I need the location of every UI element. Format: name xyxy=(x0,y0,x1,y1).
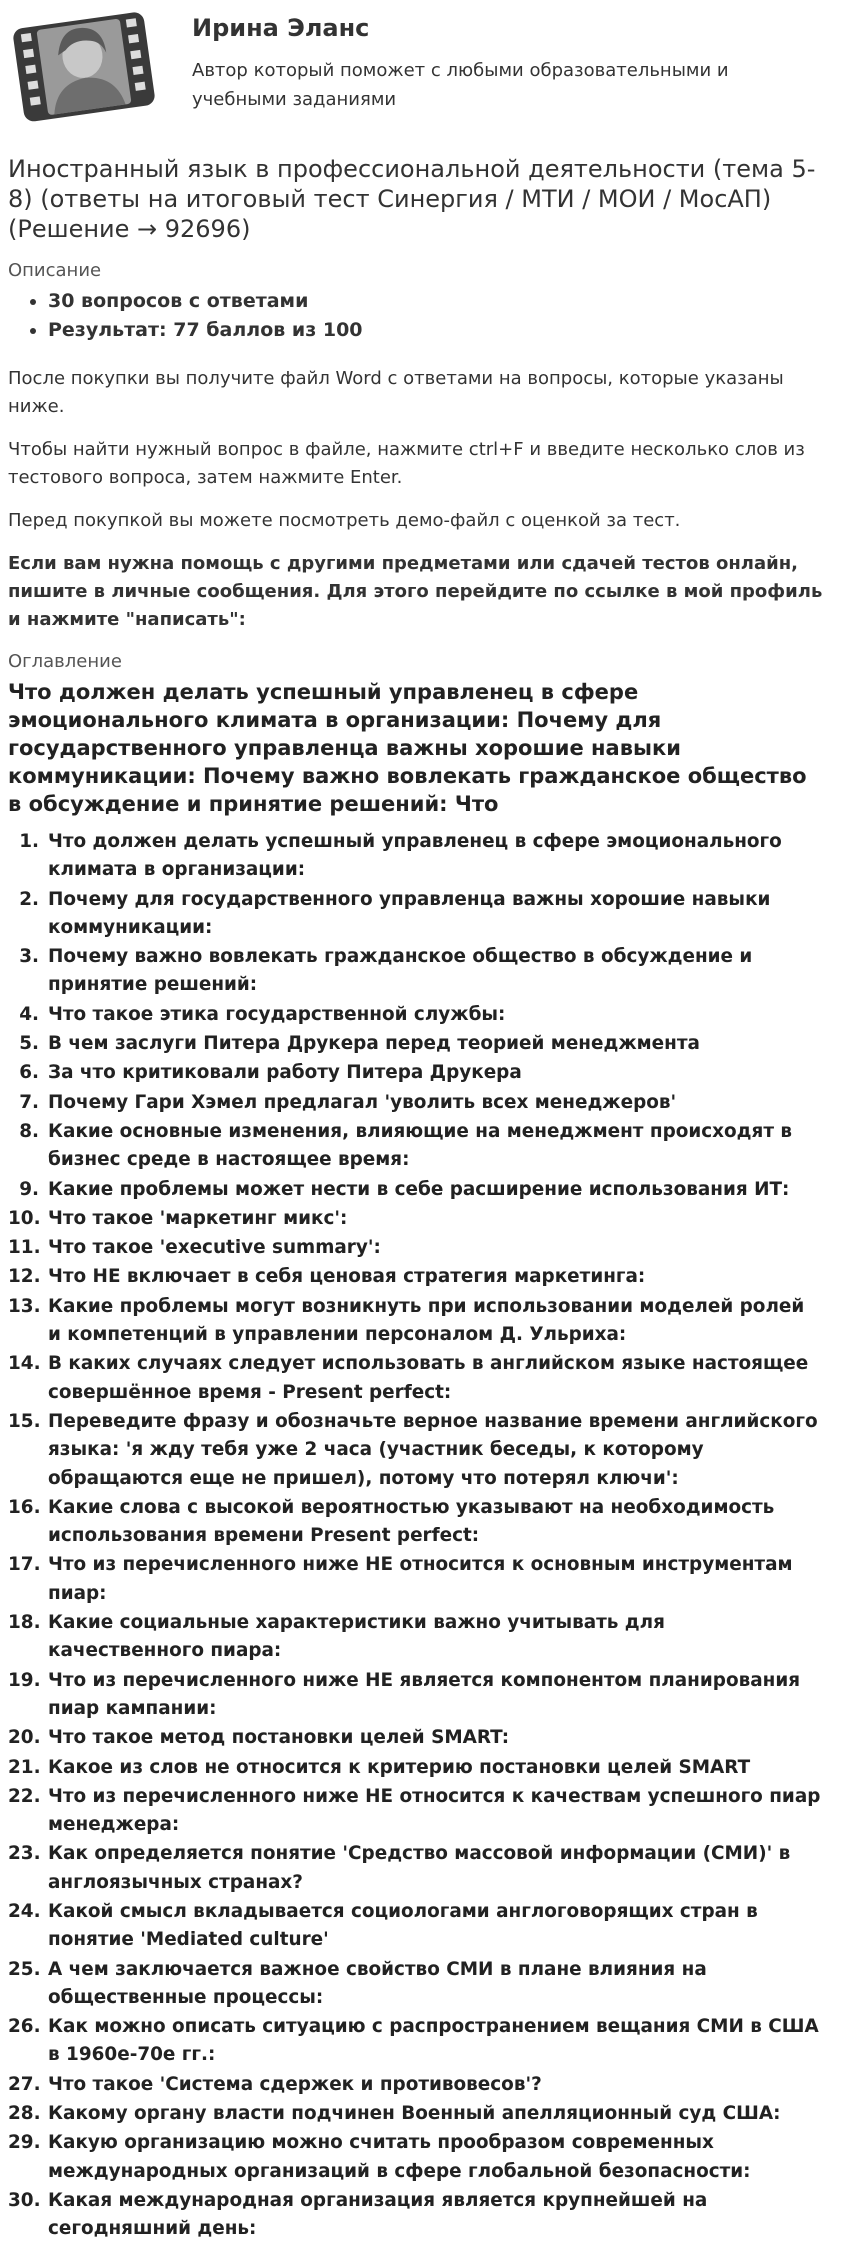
item-number: 5. xyxy=(19,1033,39,1055)
author-info xyxy=(170,8,792,114)
question-text: Что такое 'executive summary': xyxy=(48,1237,381,1259)
question-text: Что НЕ включает в себя ценовая стратегия маркетинга: xyxy=(48,1266,646,1288)
list-item xyxy=(8,1263,823,1291)
item-number: 16. xyxy=(8,1496,41,1518)
item-number: 28. xyxy=(8,2103,41,2125)
item-number: 13. xyxy=(8,1295,41,1317)
question-text: В чем заслуги Питера Друкера перед теорией менеджмента xyxy=(48,1033,700,1055)
list-item xyxy=(8,1840,823,1897)
description-label: Описание xyxy=(8,260,102,281)
purchase-info-text: После покупки вы получите файл Word с ответами на вопросы, которые указаны ниже. xyxy=(8,368,784,417)
contact-text: Если вам нужна помощь с другими предметами или сдачей тестов онлайн, пишите в личные сообщения. Для этого перейдите по ссылке в мой профиль и нажмите "написать": xyxy=(8,553,823,630)
list-item xyxy=(8,2100,823,2128)
search-hint-text: Чтобы найти нужный вопрос в файле, нажмите ctrl+F и введите несколько слов из тестового вопроса, затем нажмите Enter. xyxy=(8,439,805,488)
item-number: 29. xyxy=(8,2132,41,2154)
list-item xyxy=(8,1293,823,1350)
author-card xyxy=(8,0,823,138)
list-item xyxy=(8,1205,823,1233)
list-item xyxy=(8,1234,823,1262)
question-text: Что такое этика государственной службы: xyxy=(48,1003,506,1025)
question-text: Что такое 'маркетинг микс': xyxy=(48,1207,348,1229)
item-number: 7. xyxy=(19,1091,39,1113)
list-item xyxy=(8,1956,823,2013)
summary-list xyxy=(8,287,823,345)
item-number: 20. xyxy=(8,1727,41,1749)
question-text: Что должен делать успешный управленец в сфере эмоционального климата в организации: xyxy=(48,831,782,881)
question-text: Почему Гари Хэмел предлагал 'уволить всех менеджеров' xyxy=(48,1091,677,1113)
summary-item: • 30 вопросов с ответами xyxy=(48,287,823,316)
list-item xyxy=(8,1754,823,1782)
author-description: Автор который поможет с любыми образовательными и учебными заданиями xyxy=(192,60,729,110)
list-item xyxy=(8,1118,823,1175)
summary-item: • Результат: 77 баллов из 100 xyxy=(48,316,823,345)
list-item xyxy=(8,1030,823,1058)
list-item xyxy=(8,2187,823,2244)
item-number: 9. xyxy=(19,1178,39,1200)
question-text: В каких случаях следует использовать в английском языке настоящее совершённое время - Present perfect: xyxy=(48,1353,809,1403)
list-item xyxy=(8,943,823,1000)
item-number: 6. xyxy=(19,1062,39,1084)
question-text: Как определяется понятие 'Средство массовой информации (СМИ)' в англоязычных странах? xyxy=(48,1843,791,1893)
item-number: 4. xyxy=(19,1003,39,1025)
item-number: 11. xyxy=(8,1237,41,1259)
question-text: Какой смысл вкладывается социологами англоговорящих стран в понятие 'Mediated culture' xyxy=(48,1900,758,1951)
item-number: 27. xyxy=(8,2073,41,2095)
item-number: 26. xyxy=(8,2016,41,2038)
item-number: 12. xyxy=(8,1266,41,1288)
list-item xyxy=(8,1350,823,1407)
question-text: Какому органу власти подчинен Военный апелляционный суд США: xyxy=(48,2103,781,2125)
question-text: Какие проблемы могут возникнуть при использовании моделей ролей и компетенций в управлении персоналом Д. Ульриха: xyxy=(48,1295,805,1346)
item-number: 22. xyxy=(8,1785,41,1807)
item-number: 19. xyxy=(8,1669,41,1691)
list-item xyxy=(8,886,823,943)
question-text: Какие социальные характеристики важно учитывать для качественного пиара: xyxy=(48,1612,665,1662)
list-item xyxy=(8,1494,823,1551)
question-text: А чем заключается важное свойство СМИ в плане влияния на общественные процессы: xyxy=(48,1958,707,2008)
list-item xyxy=(8,1667,823,1724)
toc-label: Оглавление xyxy=(8,651,122,672)
question-text: Какое из слов не относится к критерию постановки целей SMART xyxy=(48,1756,751,1778)
item-number: 24. xyxy=(8,1900,41,1922)
item-number: 23. xyxy=(8,1843,41,1865)
toc-heading: Что должен делать успешный управленец в сфере эмоционального климата в организации: Почему для государственного управленца важны хорошие навыки коммуникации: Почему важно вовлекать гражданское общество в обсуждение и принятие решений: Что xyxy=(8,680,807,816)
question-text: Что такое 'Система сдержек и противовесов'? xyxy=(48,2073,542,2095)
item-number: 15. xyxy=(8,1410,41,1432)
list-item xyxy=(8,1551,823,1608)
item-number: 30. xyxy=(8,2189,41,2211)
question-text: Какая международная организация является крупнейшей на сегодняшний день: xyxy=(48,2189,708,2240)
item-number: 10. xyxy=(8,1207,41,1229)
question-text: Как можно описать ситуацию с распространением вещания СМИ в США в 1960е-70е гг.: xyxy=(48,2016,819,2066)
list-item xyxy=(8,1609,823,1666)
item-number: 8. xyxy=(19,1120,39,1142)
item-number: 25. xyxy=(8,1958,41,1980)
question-text: За что критиковали работу Питера Друкера xyxy=(48,1062,522,1084)
item-number: 1. xyxy=(19,831,39,852)
item-number: 18. xyxy=(8,1612,41,1634)
list-item xyxy=(8,1059,823,1087)
list-item xyxy=(8,1089,823,1117)
questions-list xyxy=(8,828,823,2244)
list-item xyxy=(8,1176,823,1204)
list-item xyxy=(8,1408,823,1493)
list-item xyxy=(8,2071,823,2099)
list-item xyxy=(8,1783,823,1840)
user-photo-filmstrip-icon xyxy=(8,8,158,126)
list-item xyxy=(8,1898,823,1955)
avatar[interactable] xyxy=(8,8,170,138)
item-number: 3. xyxy=(19,946,39,968)
item-number: 21. xyxy=(8,1756,41,1778)
question-text: Что из перечисленного ниже НЕ относится к основным инструментам пиар: xyxy=(48,1554,793,1604)
question-text: Переведите фразу и обозначьте верное название времени английского языка: 'я жду тебя уже 2 часа (участник беседы, к которому обращаются еще не пришел), потому что потерял ключи': xyxy=(48,1410,818,1489)
question-text: Что такое метод постановки целей SMART: xyxy=(48,1727,510,1749)
question-text: Какие проблемы может нести в себе расширение использования ИТ: xyxy=(48,1178,790,1200)
list-item xyxy=(8,1724,823,1752)
list-item xyxy=(8,2129,823,2186)
author-name[interactable]: Ирина Эланс xyxy=(192,14,370,42)
question-text: Что из перечисленного ниже НЕ относится к качествам успешного пиар менеджера: xyxy=(48,1785,821,1836)
page-title: Иностранный язык в профессиональной деятельности (тема 5-8) (ответы на итоговый тест Синергия / МТИ / МОИ / МосАП) (Решение → 92696) xyxy=(8,155,816,243)
question-text: Какую организацию можно считать прообразом современных международных организаций в сфере глобальной безопасности: xyxy=(48,2132,751,2182)
question-text: Почему важно вовлекать гражданское общество в обсуждение и принятие решений: xyxy=(48,946,753,996)
list-item xyxy=(8,828,823,885)
list-item xyxy=(8,1001,823,1029)
question-text: Какие основные изменения, влияющие на менеджмент происходят в бизнес среде в настоящее время: xyxy=(48,1120,793,1171)
question-text: Какие слова с высокой вероятностью указывают на необходимость использования времени Present perfect: xyxy=(48,1496,775,1547)
demo-file-text: Перед покупкой вы можете посмотреть демо-файл с оценкой за тест. xyxy=(8,510,681,531)
question-text: Почему для государственного управленца важны хорошие навыки коммуникации: xyxy=(48,888,771,938)
item-number: 17. xyxy=(8,1554,41,1576)
item-number: 14. xyxy=(8,1353,41,1375)
list-item xyxy=(8,2013,823,2070)
item-number: 2. xyxy=(19,888,39,910)
question-text: Что из перечисленного ниже НЕ является компонентом планирования пиар кампании: xyxy=(48,1669,801,1719)
